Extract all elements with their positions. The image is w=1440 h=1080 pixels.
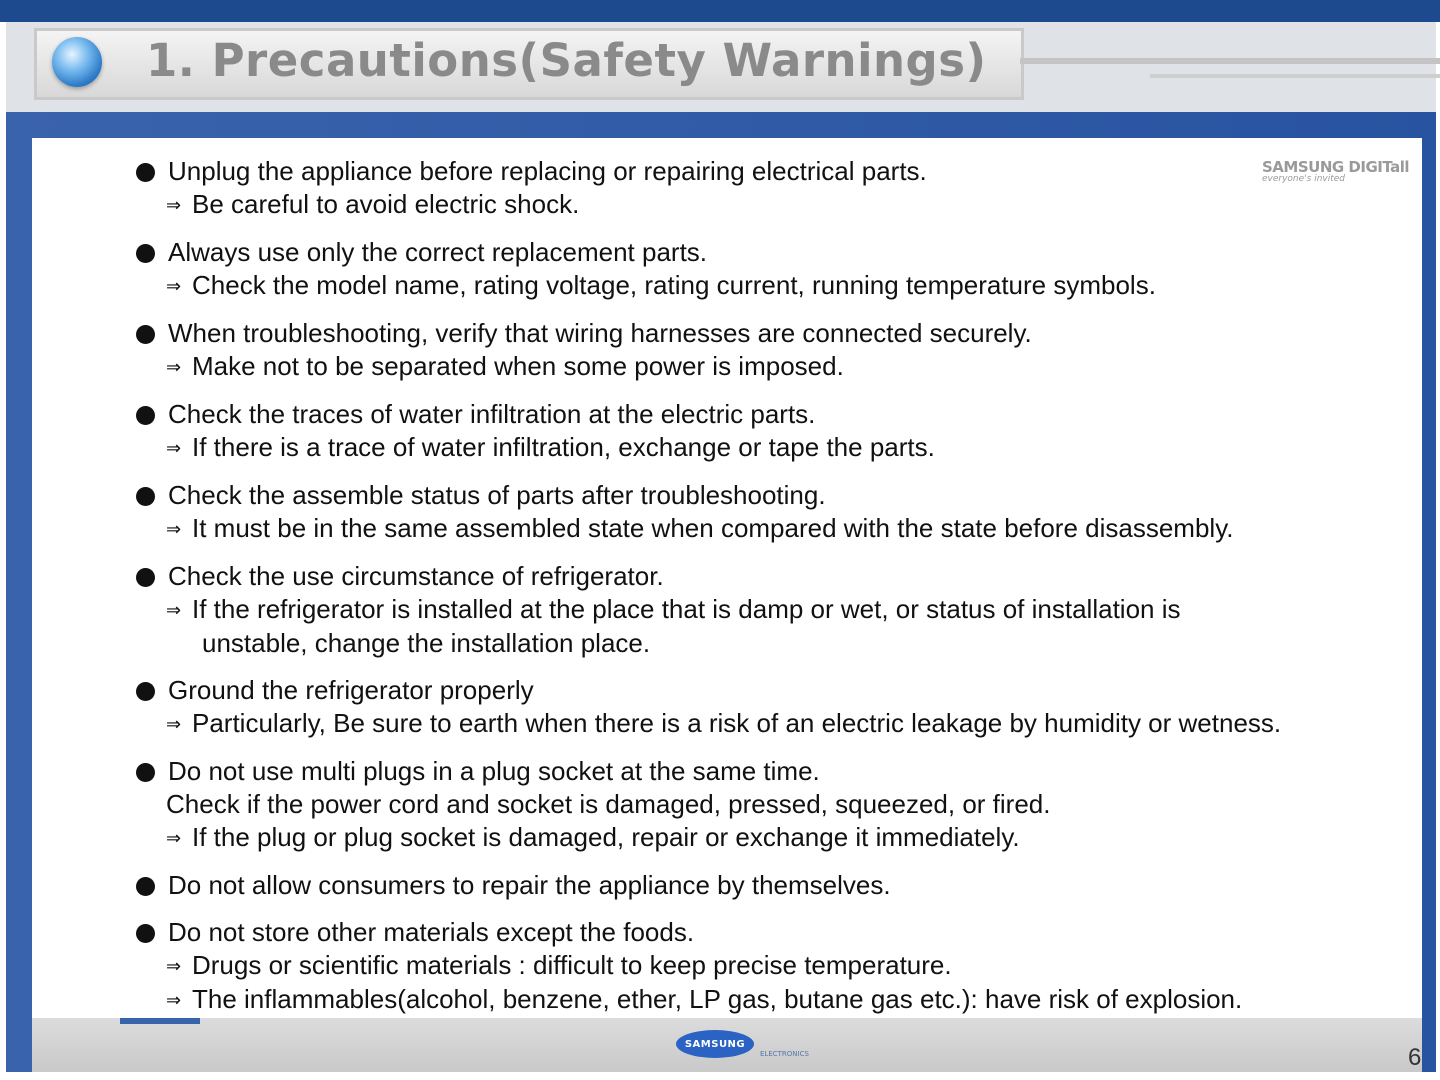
item-text: Check the traces of water infiltration at the electric parts. (168, 399, 816, 429)
bullet-icon (136, 406, 155, 425)
list-item (136, 479, 1396, 546)
list-item (136, 398, 1396, 465)
item-subtext-continued: unstable, change the installation place. (202, 628, 651, 658)
item-subtext: Make not to be separated when some power is imposed. (192, 351, 844, 381)
arrow-icon: ⇒ (166, 714, 182, 734)
arrow-icon: ⇒ (166, 195, 182, 215)
page-number: 6 (1408, 1044, 1422, 1071)
list-item (136, 155, 1396, 222)
list-item (136, 869, 1396, 902)
item-text: Do not use multi plugs in a plug socket at the same time. (168, 756, 820, 786)
item-subtext: Particularly, Be sure to earth when there is a risk of an electric leakage by humidity or wetness. (192, 708, 1282, 738)
arrow-icon: ⇒ (166, 600, 182, 620)
item-note: Check if the power cord and socket is damaged, pressed, squeezed, or fired. (166, 789, 1051, 819)
orb-icon (52, 37, 102, 87)
item-text: Check the assemble status of parts after troubleshooting. (168, 480, 826, 510)
bullet-icon (136, 325, 155, 344)
item-text: Do not allow consumers to repair the appliance by themselves. (168, 870, 891, 900)
list-item (136, 674, 1396, 741)
arrow-icon: ⇒ (166, 956, 182, 976)
item-text: Unplug the appliance before replacing or repairing electrical parts. (168, 156, 927, 186)
arrow-icon: ⇒ (166, 519, 182, 539)
bullet-icon (136, 924, 155, 943)
item-text: Check the use circumstance of refrigerator. (168, 561, 664, 591)
item-subtext: The inflammables(alcohol, benzene, ether, LP gas, butane gas etc.): have risk of explosion. (192, 984, 1243, 1014)
brand-tagline: everyone's invited (1262, 174, 1346, 184)
bullet-icon (136, 763, 155, 782)
list-item (136, 560, 1396, 660)
item-subtext: If the refrigerator is installed at the place that is damp or wet, or status of installation is (192, 594, 1181, 624)
footer-logo-subtext: ELECTRONICS (760, 1050, 809, 1058)
bullet-icon (136, 682, 155, 701)
list-item (136, 236, 1396, 303)
bullet-icon (136, 487, 155, 506)
page-title: 1. Precautions(Safety Warnings) (146, 34, 987, 87)
item-text: When troubleshooting, verify that wiring harnesses are connected securely. (168, 318, 1032, 348)
bullet-icon (136, 877, 155, 896)
arrow-icon: ⇒ (166, 828, 182, 848)
brand-logo-text: SAMSUNG DIGITall (1262, 158, 1410, 176)
precaution-list (136, 155, 1396, 1031)
footer-samsung-logo: SAMSUNG (676, 1030, 754, 1058)
title-decoration-line-lower (1150, 74, 1440, 78)
arrow-icon: ⇒ (166, 276, 182, 296)
bullet-icon (136, 568, 155, 587)
item-subtext: If the plug or plug socket is damaged, repair or exchange it immediately. (192, 822, 1020, 852)
item-subtext: It must be in the same assembled state when compared with the state before disassembly. (192, 513, 1234, 543)
item-subtext: Be careful to avoid electric shock. (192, 189, 580, 219)
item-text: Do not store other materials except the foods. (168, 917, 695, 947)
list-item (136, 755, 1396, 855)
item-text: Ground the refrigerator properly (168, 675, 534, 705)
top-strip (0, 0, 1440, 22)
arrow-icon: ⇒ (166, 990, 182, 1010)
item-subtext: Check the model name, rating voltage, rating current, running temperature symbols. (192, 270, 1156, 300)
bullet-icon (136, 244, 155, 263)
item-text: Always use only the correct replacement parts. (168, 237, 708, 267)
arrow-icon: ⇒ (166, 438, 182, 458)
item-subtext: Drugs or scientific materials : difficult to keep precise temperature. (192, 950, 952, 980)
list-item (136, 317, 1396, 384)
arrow-icon: ⇒ (166, 357, 182, 377)
list-item (136, 916, 1396, 1017)
title-decoration-line (1020, 58, 1440, 64)
bullet-icon (136, 163, 155, 182)
item-subtext: If there is a trace of water infiltration, exchange or tape the parts. (192, 432, 935, 462)
